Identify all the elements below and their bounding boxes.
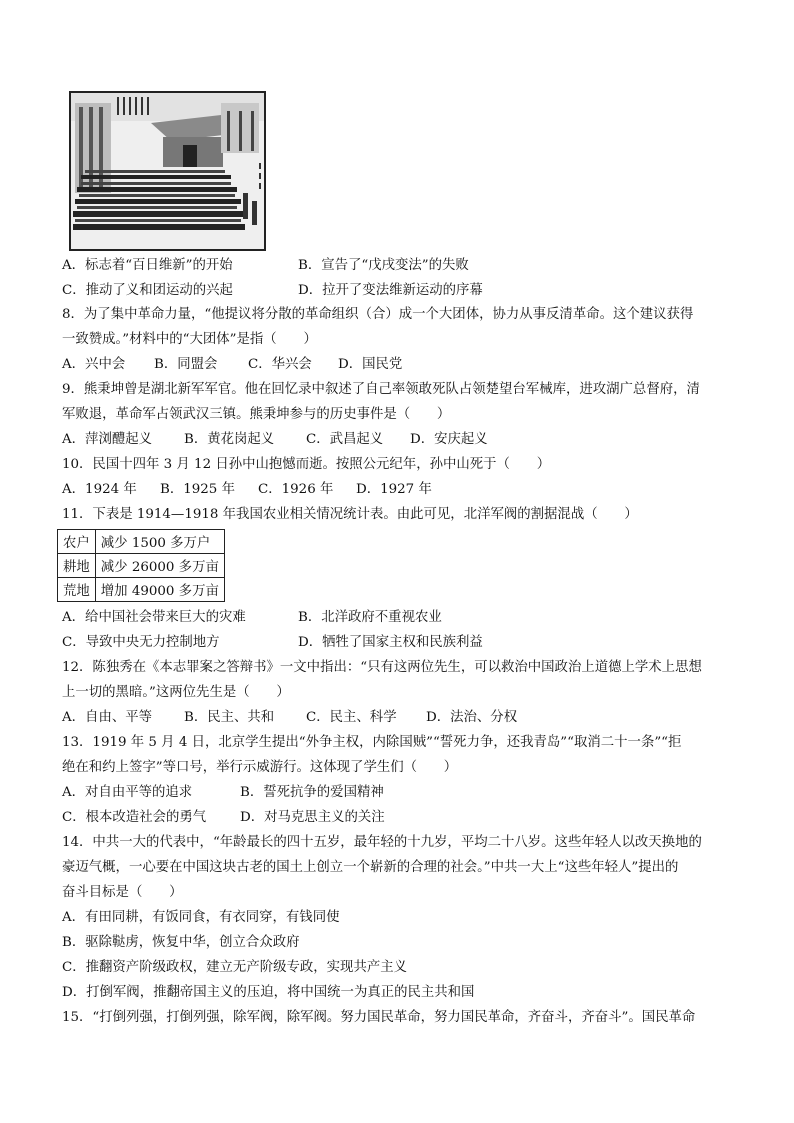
q12-option-c[interactable]: C．民主、科学 bbox=[306, 710, 397, 725]
table-cell-label: 农户 bbox=[58, 530, 96, 554]
q9-stem-line2: 军败退，革命军占领武汉三镇。熊秉坤参与的历史事件是（ ） bbox=[62, 407, 451, 422]
q8-options bbox=[62, 355, 742, 375]
q8-option-b[interactable]: B．同盟会 bbox=[154, 357, 218, 372]
q13-option-b[interactable]: B．誓死抗争的爱国精神 bbox=[240, 785, 384, 800]
q14-option-b[interactable]: B．驱除鞑虏，恢复中华，创立合众政府 bbox=[62, 935, 300, 950]
q7-option-a[interactable]: A．标志着“百日维新”的开始 bbox=[62, 258, 233, 273]
q13-options-row2 bbox=[62, 808, 742, 828]
q10-stem: 10．民国十四年 3 月 12 日孙中山抱憾而逝。按照公元纪年，孙中山死于（ ） bbox=[62, 457, 551, 472]
table-cell-value: 减少 1500 多万户 bbox=[95, 530, 224, 554]
q11-options-row2 bbox=[62, 633, 742, 653]
q13-stem-line2: 绝在和约上签字”等口号，举行示威游行。这体现了学生们（ ） bbox=[62, 760, 458, 775]
q13-option-d[interactable]: D．对马克思主义的关注 bbox=[240, 810, 385, 825]
q7-options-row2 bbox=[62, 281, 742, 301]
table-cell-label: 耕地 bbox=[58, 554, 96, 578]
q15-stem-line1: 15．“打倒列强，打倒列强，除军阀，除军阀。努力国民革命，努力国民革命，齐奋斗，齐奋斗”。国民革命 bbox=[62, 1010, 696, 1025]
q13-option-c[interactable]: C．根本改造社会的勇气 bbox=[62, 810, 207, 825]
table-cell-label: 荒地 bbox=[58, 578, 96, 602]
q9-option-a[interactable]: A．萍浏醴起义 bbox=[62, 432, 153, 447]
q14-stem-line1: 14．中共一大的代表中，“年龄最长的四十五岁，最年轻的十九岁，平均二十八岁。这些年轻人以改天换地的 bbox=[62, 835, 702, 850]
q8-option-c[interactable]: C．华兴会 bbox=[248, 357, 312, 372]
table-cell-value: 减少 26000 多万亩 bbox=[95, 554, 224, 578]
q14-option-c[interactable]: C．推翻资产阶级政权，建立无产阶级专政，实现共产主义 bbox=[62, 960, 408, 975]
q9-options bbox=[62, 430, 742, 450]
q10-option-a[interactable]: A．1924 年 bbox=[62, 482, 137, 497]
table-row bbox=[58, 530, 225, 554]
q11-option-d[interactable]: D．牺牲了国家主权和民族利益 bbox=[298, 635, 483, 650]
q10-option-d[interactable]: D．1927 年 bbox=[356, 482, 432, 497]
q10-option-b[interactable]: B．1925 年 bbox=[160, 482, 235, 497]
q11-statistics-table bbox=[57, 529, 225, 602]
table-row bbox=[58, 554, 225, 578]
table-row bbox=[58, 578, 225, 602]
q12-option-a[interactable]: A．自由、平等 bbox=[62, 710, 153, 725]
q9-option-b[interactable]: B．黄花岗起义 bbox=[184, 432, 275, 447]
q14-option-a[interactable]: A．有田同耕，有饭同食，有衣同穿，有钱同使 bbox=[62, 910, 340, 925]
historical-illustration bbox=[69, 91, 266, 251]
q13-option-a[interactable]: A．对自由平等的追求 bbox=[62, 785, 193, 800]
q12-options bbox=[62, 708, 742, 728]
q9-option-c[interactable]: C．武昌起义 bbox=[306, 432, 384, 447]
table-cell-value: 增加 49000 多万亩 bbox=[95, 578, 224, 602]
q11-options-row1 bbox=[62, 608, 742, 628]
historical-scene-image bbox=[71, 93, 264, 249]
q14-stem-line2: 豪迈气概，一心要在中国这块古老的国土上创立一个崭新的合理的社会。”中共一大上“这些年轻人”提出的 bbox=[62, 860, 679, 875]
q14-stem-line3: 奋斗目标是（ ） bbox=[62, 885, 183, 900]
q11-option-a[interactable]: A．给中国社会带来巨大的灾难 bbox=[62, 610, 246, 625]
q12-option-b[interactable]: B．民主、共和 bbox=[184, 710, 275, 725]
q13-options-row1 bbox=[62, 783, 742, 803]
q8-option-a[interactable]: A．兴中会 bbox=[62, 357, 126, 372]
q10-options bbox=[62, 480, 742, 500]
q14-option-d[interactable]: D．打倒军阀，推翻帝国主义的压迫，将中国统一为真正的民主共和国 bbox=[62, 985, 475, 1000]
q11-option-c[interactable]: C．导致中央无力控制地方 bbox=[62, 635, 220, 650]
q8-stem-line2: 一致赞成。”材料中的“大团体”是指（ ） bbox=[62, 332, 317, 347]
q7-options-row1 bbox=[62, 256, 742, 276]
q7-option-b[interactable]: B．宣告了“戊戌变法”的失败 bbox=[298, 258, 469, 273]
q10-option-c[interactable]: C．1926 年 bbox=[258, 482, 334, 497]
q7-option-d[interactable]: D．拉开了变法维新运动的序幕 bbox=[298, 283, 483, 298]
q8-stem-line1: 8．为了集中革命力量，“他提议将分散的革命组织（合）成一个大团体，协力从事反清革命。这个建议获得 bbox=[62, 307, 694, 322]
q13-stem-line1: 13．1919 年 5 月 4 日，北京学生提出“外争主权，内除国贼”“誓死力争，还我青岛”“取消二十一条”“拒 bbox=[62, 735, 682, 750]
q9-stem-line1: 9．熊秉坤曾是湖北新军军官。他在回忆录中叙述了自己率领敢死队占领楚望台军械库，进攻湖广总督府，清 bbox=[62, 382, 700, 397]
q8-option-d[interactable]: D．国民党 bbox=[338, 357, 403, 372]
q9-option-d[interactable]: D．安庆起义 bbox=[410, 432, 488, 447]
q11-stem: 11．下表是 1914—1918 年我国农业相关情况统计表。由此可见，北洋军阀的割据混战（ ） bbox=[62, 507, 638, 522]
q12-option-d[interactable]: D．法治、分权 bbox=[426, 710, 518, 725]
q11-option-b[interactable]: B．北洋政府不重视农业 bbox=[298, 610, 442, 625]
q7-option-c[interactable]: C．推动了义和团运动的兴起 bbox=[62, 283, 233, 298]
q12-stem-line2: 上一切的黑暗。”这两位先生是（ ） bbox=[62, 685, 290, 700]
q12-stem-line1: 12．陈独秀在《本志罪案之答辩书》一文中指出：“只有这两位先生，可以救治中国政治上道德上学术上思想 bbox=[62, 660, 702, 675]
